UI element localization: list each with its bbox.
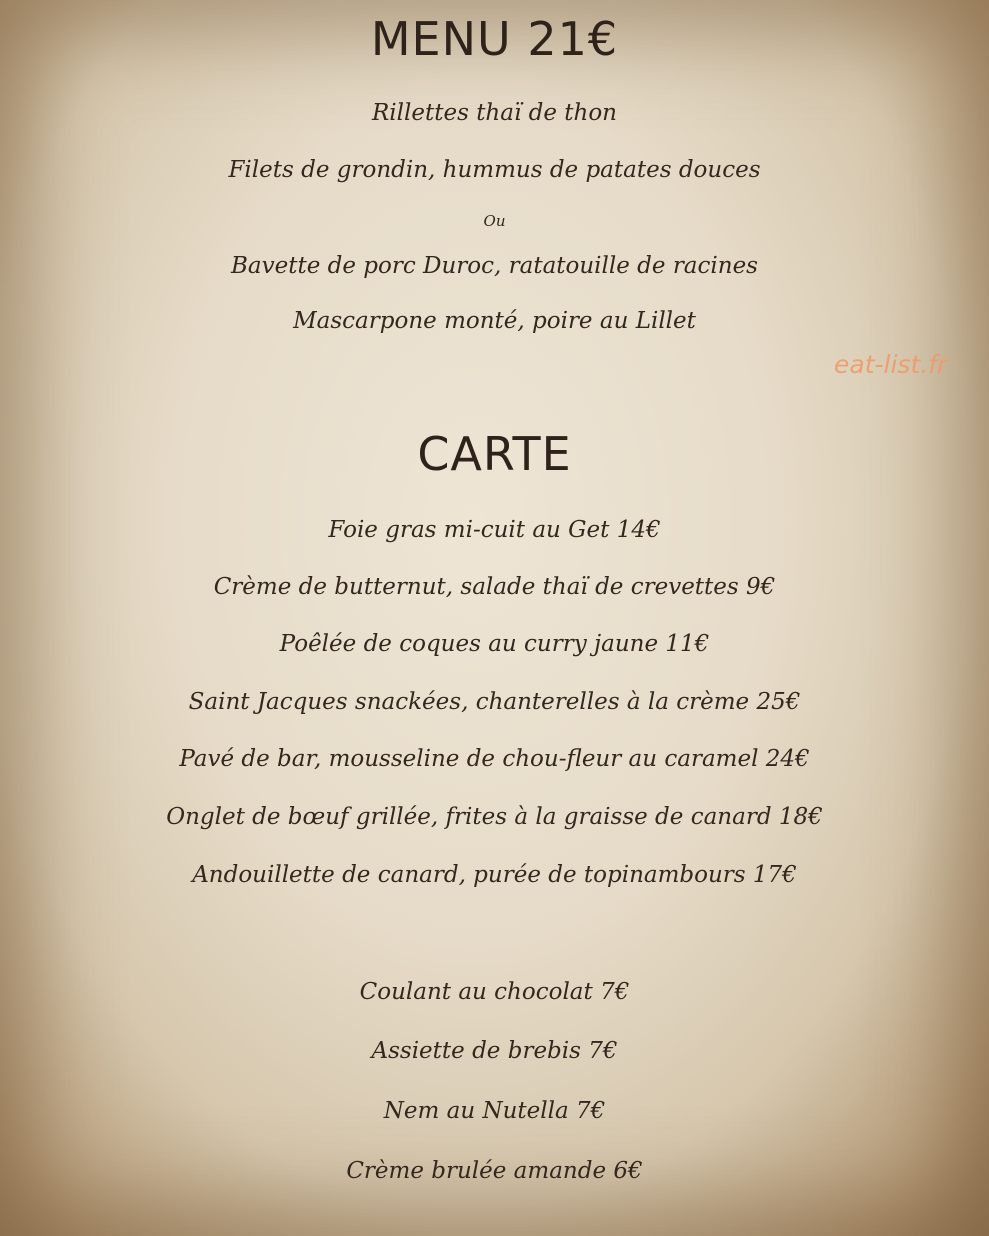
menu-title: MENU 21€ <box>370 12 619 66</box>
carte-dessert: Crème brulée amande 6€ <box>346 1158 643 1184</box>
carte-dish: Crème de butternut, salade thaï de crevettes 9€ <box>213 574 776 600</box>
carte-dessert: Assiette de brebis 7€ <box>371 1038 618 1064</box>
menu-item-main-1: Filets de grondin, hummus de patates douces <box>228 157 761 183</box>
carte-dish: Poêlée de coques au curry jaune 11€ <box>279 631 710 657</box>
carte-dish: Andouillette de canard, purée de topinambours 17€ <box>192 862 797 888</box>
carte-dessert: Coulant au chocolat 7€ <box>359 979 630 1005</box>
menu-item-main-2: Bavette de porc Duroc, ratatouille de racines <box>230 253 758 279</box>
menu-item-starter: Rillettes thaï de thon <box>371 100 617 126</box>
carte-dish: Saint Jacques snackées, chanterelles à la crème 25€ <box>188 689 801 715</box>
watermark: eat-list.fr <box>834 350 948 379</box>
carte-dish: Onglet de bœuf grillée, frites à la graisse de canard 18€ <box>166 804 823 830</box>
carte-title: CARTE <box>417 427 572 481</box>
carte-dessert: Nem au Nutella 7€ <box>383 1098 606 1124</box>
menu-item-dessert: Mascarpone monté, poire au Lillet <box>293 308 696 334</box>
menu-item-or: Ou <box>483 212 506 230</box>
carte-dish: Pavé de bar, mousseline de chou-fleur au caramel 24€ <box>179 746 810 772</box>
carte-dish: Foie gras mi-cuit au Get 14€ <box>328 517 661 543</box>
